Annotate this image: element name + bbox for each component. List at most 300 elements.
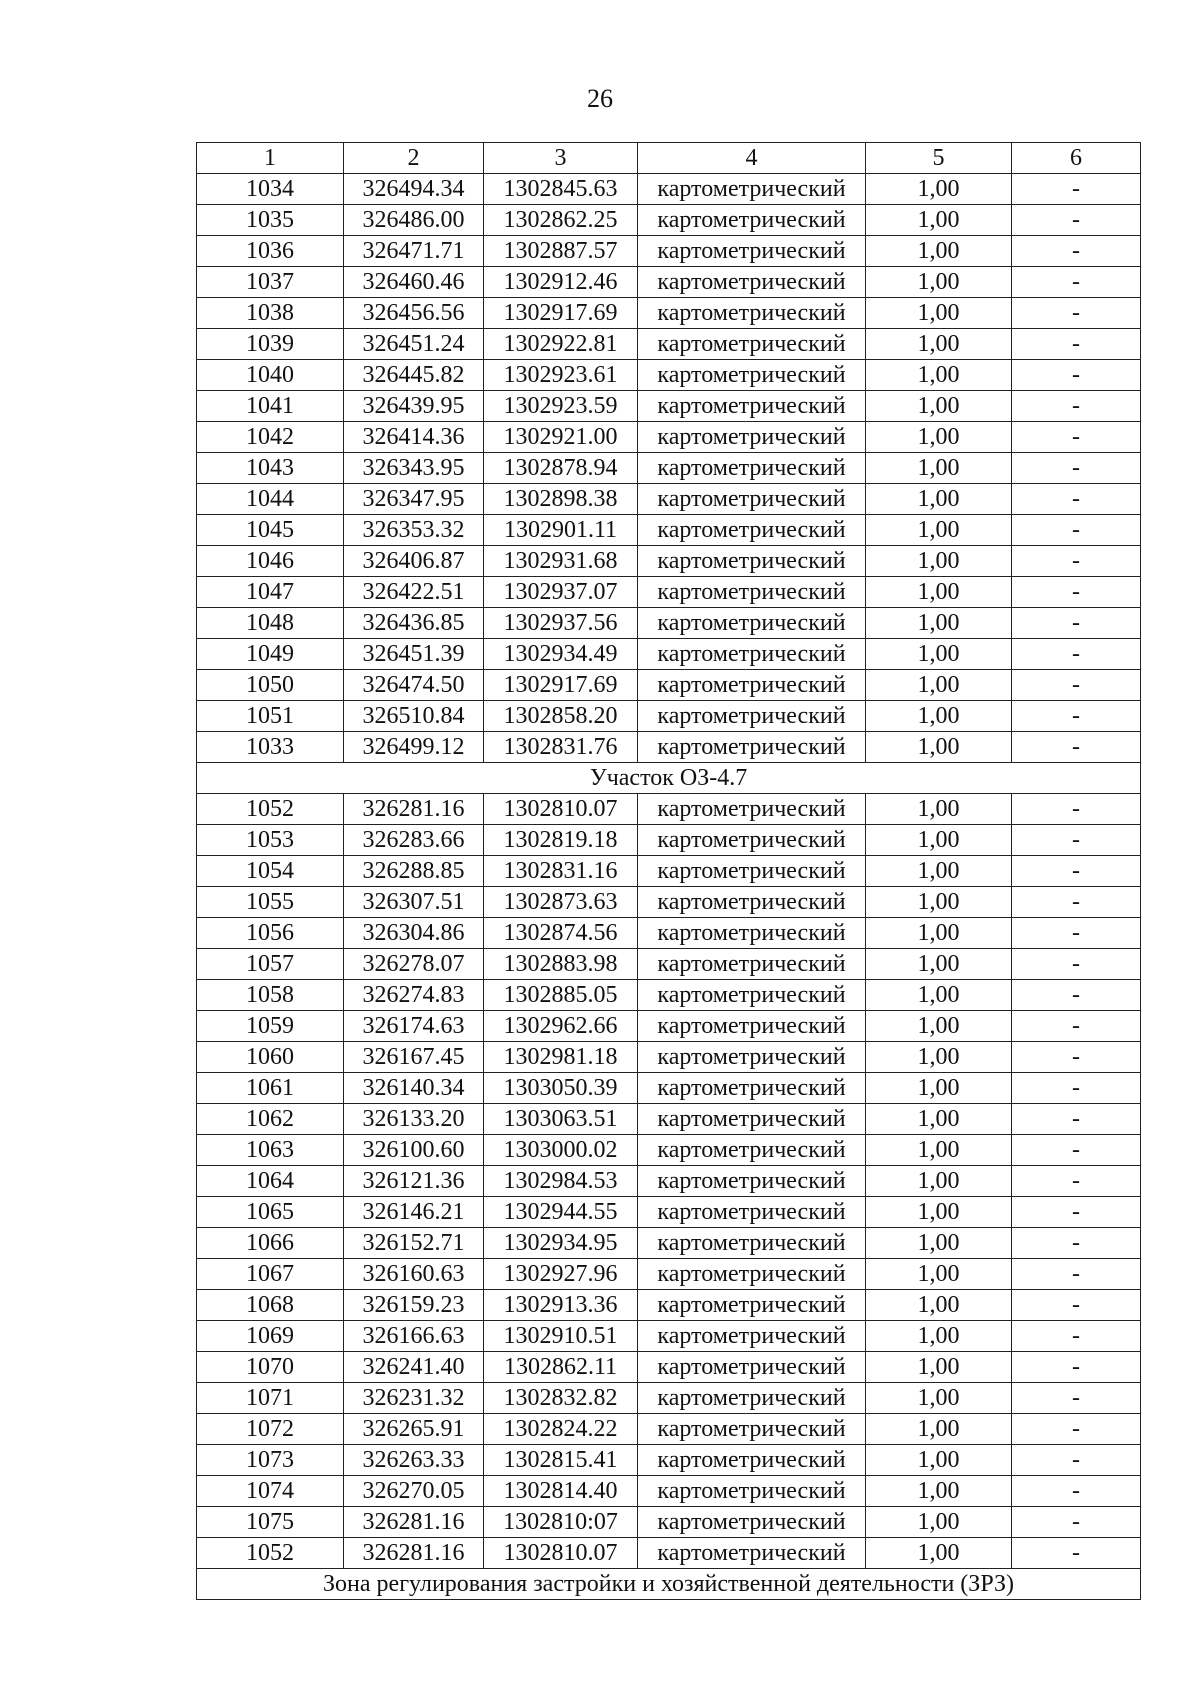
- accuracy-cell: 1,00: [866, 1383, 1012, 1414]
- x-coordinate-cell: 326160.63: [344, 1259, 484, 1290]
- x-coordinate-cell: 326133.20: [344, 1104, 484, 1135]
- page-number: 26: [587, 84, 613, 113]
- point-number-cell: 1063: [197, 1135, 344, 1166]
- accuracy-cell: 1,00: [866, 174, 1012, 205]
- point-number-cell: 1042: [197, 422, 344, 453]
- method-cell: картометрический: [638, 1507, 866, 1538]
- method-cell: картометрический: [638, 1538, 866, 1569]
- description-cell: -: [1012, 1538, 1141, 1569]
- description-cell: -: [1012, 980, 1141, 1011]
- y-coordinate-cell: 1302927.96: [484, 1259, 638, 1290]
- point-number-cell: 1041: [197, 391, 344, 422]
- point-number-cell: 1050: [197, 670, 344, 701]
- y-coordinate-cell: 1303063.51: [484, 1104, 638, 1135]
- point-number-cell: 1043: [197, 453, 344, 484]
- y-coordinate-cell: 1302917.69: [484, 670, 638, 701]
- description-cell: -: [1012, 298, 1141, 329]
- method-cell: картометрический: [638, 1228, 866, 1259]
- y-coordinate-cell: 1302862.25: [484, 205, 638, 236]
- accuracy-cell: 1,00: [866, 918, 1012, 949]
- accuracy-cell: 1,00: [866, 577, 1012, 608]
- y-coordinate-cell: 1302810.07: [484, 794, 638, 825]
- x-coordinate-cell: 326486.00: [344, 205, 484, 236]
- table-row: [197, 980, 1141, 1011]
- table-row: [197, 546, 1141, 577]
- x-coordinate-cell: 326100.60: [344, 1135, 484, 1166]
- method-cell: картометрический: [638, 298, 866, 329]
- y-coordinate-cell: 1302937.56: [484, 608, 638, 639]
- y-coordinate-cell: 1302962.66: [484, 1011, 638, 1042]
- table-row: [197, 267, 1141, 298]
- accuracy-cell: 1,00: [866, 546, 1012, 577]
- x-coordinate-cell: 326439.95: [344, 391, 484, 422]
- x-coordinate-cell: 326510.84: [344, 701, 484, 732]
- accuracy-cell: 1,00: [866, 267, 1012, 298]
- y-coordinate-cell: 1302984.53: [484, 1166, 638, 1197]
- accuracy-cell: 1,00: [866, 1197, 1012, 1228]
- description-cell: -: [1012, 856, 1141, 887]
- coordinates-table: [196, 142, 1141, 1600]
- point-number-cell: 1038: [197, 298, 344, 329]
- method-cell: картометрический: [638, 422, 866, 453]
- point-number-cell: 1055: [197, 887, 344, 918]
- method-cell: картометрический: [638, 515, 866, 546]
- table-row: [197, 1197, 1141, 1228]
- table-row: [197, 577, 1141, 608]
- point-number-cell: 1040: [197, 360, 344, 391]
- description-cell: -: [1012, 1228, 1141, 1259]
- y-coordinate-cell: 1302814.40: [484, 1476, 638, 1507]
- description-cell: -: [1012, 453, 1141, 484]
- x-coordinate-cell: 326121.36: [344, 1166, 484, 1197]
- method-cell: картометрический: [638, 1135, 866, 1166]
- method-cell: картометрический: [638, 453, 866, 484]
- y-coordinate-cell: 1302878.94: [484, 453, 638, 484]
- column-header-4: 4: [638, 143, 866, 174]
- description-cell: -: [1012, 701, 1141, 732]
- x-coordinate-cell: 326436.85: [344, 608, 484, 639]
- method-cell: картометрический: [638, 1321, 866, 1352]
- description-cell: -: [1012, 1507, 1141, 1538]
- method-cell: картометрический: [638, 856, 866, 887]
- accuracy-cell: 1,00: [866, 1104, 1012, 1135]
- column-header-5: 5: [866, 143, 1012, 174]
- method-cell: картометрический: [638, 174, 866, 205]
- method-cell: картометрический: [638, 1476, 866, 1507]
- accuracy-cell: 1,00: [866, 1507, 1012, 1538]
- method-cell: картометрический: [638, 949, 866, 980]
- table-row: [197, 825, 1141, 856]
- section-title: Участок ОЗ-4.7: [197, 763, 1141, 794]
- table-row: [197, 1476, 1141, 1507]
- table-row: [197, 1042, 1141, 1073]
- description-cell: -: [1012, 329, 1141, 360]
- section-title: Зона регулирования застройки и хозяйственной деятельности (ЗРЗ): [197, 1569, 1141, 1600]
- description-cell: -: [1012, 1321, 1141, 1352]
- accuracy-cell: 1,00: [866, 1352, 1012, 1383]
- table-row: [197, 1507, 1141, 1538]
- x-coordinate-cell: 326265.91: [344, 1414, 484, 1445]
- y-coordinate-cell: 1302944.55: [484, 1197, 638, 1228]
- point-number-cell: 1046: [197, 546, 344, 577]
- accuracy-cell: 1,00: [866, 949, 1012, 980]
- x-coordinate-cell: 326281.16: [344, 794, 484, 825]
- table-row: [197, 1290, 1141, 1321]
- point-number-cell: 1059: [197, 1011, 344, 1042]
- x-coordinate-cell: 326304.86: [344, 918, 484, 949]
- description-cell: -: [1012, 1290, 1141, 1321]
- description-cell: -: [1012, 360, 1141, 391]
- table-row: [197, 949, 1141, 980]
- y-coordinate-cell: 1302923.59: [484, 391, 638, 422]
- description-cell: -: [1012, 1166, 1141, 1197]
- accuracy-cell: 1,00: [866, 639, 1012, 670]
- method-cell: картометрический: [638, 391, 866, 422]
- x-coordinate-cell: 326231.32: [344, 1383, 484, 1414]
- point-number-cell: 1067: [197, 1259, 344, 1290]
- description-cell: -: [1012, 422, 1141, 453]
- accuracy-cell: 1,00: [866, 1259, 1012, 1290]
- table-row: [197, 205, 1141, 236]
- y-coordinate-cell: 1302873.63: [484, 887, 638, 918]
- method-cell: картометрический: [638, 701, 866, 732]
- y-coordinate-cell: 1302910.51: [484, 1321, 638, 1352]
- x-coordinate-cell: 326460.46: [344, 267, 484, 298]
- table-row: [197, 639, 1141, 670]
- accuracy-cell: 1,00: [866, 1290, 1012, 1321]
- point-number-cell: 1075: [197, 1507, 344, 1538]
- description-cell: -: [1012, 484, 1141, 515]
- x-coordinate-cell: 326451.39: [344, 639, 484, 670]
- y-coordinate-cell: 1302810.07: [484, 1538, 638, 1569]
- description-cell: -: [1012, 391, 1141, 422]
- table-row: [197, 1073, 1141, 1104]
- point-number-cell: 1045: [197, 515, 344, 546]
- description-cell: -: [1012, 1073, 1141, 1104]
- description-cell: -: [1012, 1352, 1141, 1383]
- point-number-cell: 1057: [197, 949, 344, 980]
- description-cell: -: [1012, 577, 1141, 608]
- description-cell: -: [1012, 918, 1141, 949]
- accuracy-cell: 1,00: [866, 856, 1012, 887]
- y-coordinate-cell: 1302885.05: [484, 980, 638, 1011]
- accuracy-cell: 1,00: [866, 236, 1012, 267]
- description-cell: -: [1012, 1104, 1141, 1135]
- x-coordinate-cell: 326474.50: [344, 670, 484, 701]
- table-row: [197, 453, 1141, 484]
- point-number-cell: 1033: [197, 732, 344, 763]
- y-coordinate-cell: 1302815.41: [484, 1445, 638, 1476]
- point-number-cell: 1068: [197, 1290, 344, 1321]
- table-row: [197, 1414, 1141, 1445]
- x-coordinate-cell: 326166.63: [344, 1321, 484, 1352]
- y-coordinate-cell: 1302917.69: [484, 298, 638, 329]
- point-number-cell: 1054: [197, 856, 344, 887]
- accuracy-cell: 1,00: [866, 1414, 1012, 1445]
- method-cell: картометрический: [638, 1352, 866, 1383]
- point-number-cell: 1036: [197, 236, 344, 267]
- point-number-cell: 1035: [197, 205, 344, 236]
- table-row: [197, 887, 1141, 918]
- description-cell: -: [1012, 732, 1141, 763]
- accuracy-cell: 1,00: [866, 1321, 1012, 1352]
- table-row: [197, 174, 1141, 205]
- y-coordinate-cell: 1302887.57: [484, 236, 638, 267]
- method-cell: картометрический: [638, 887, 866, 918]
- accuracy-cell: 1,00: [866, 422, 1012, 453]
- accuracy-cell: 1,00: [866, 1476, 1012, 1507]
- y-coordinate-cell: 1302921.00: [484, 422, 638, 453]
- section-title-row: [197, 763, 1141, 794]
- accuracy-cell: 1,00: [866, 329, 1012, 360]
- table-row: [197, 794, 1141, 825]
- point-number-cell: 1061: [197, 1073, 344, 1104]
- x-coordinate-cell: 326422.51: [344, 577, 484, 608]
- x-coordinate-cell: 326451.24: [344, 329, 484, 360]
- point-number-cell: 1065: [197, 1197, 344, 1228]
- accuracy-cell: 1,00: [866, 1011, 1012, 1042]
- description-cell: -: [1012, 949, 1141, 980]
- point-number-cell: 1047: [197, 577, 344, 608]
- description-cell: -: [1012, 887, 1141, 918]
- point-number-cell: 1051: [197, 701, 344, 732]
- x-coordinate-cell: 326263.33: [344, 1445, 484, 1476]
- method-cell: картометрический: [638, 980, 866, 1011]
- description-cell: -: [1012, 794, 1141, 825]
- table-row: [197, 1011, 1141, 1042]
- method-cell: картометрический: [638, 1290, 866, 1321]
- method-cell: картометрический: [638, 577, 866, 608]
- y-coordinate-cell: 1303050.39: [484, 1073, 638, 1104]
- y-coordinate-cell: 1302937.07: [484, 577, 638, 608]
- x-coordinate-cell: 326270.05: [344, 1476, 484, 1507]
- accuracy-cell: 1,00: [866, 1538, 1012, 1569]
- x-coordinate-cell: 326174.63: [344, 1011, 484, 1042]
- accuracy-cell: 1,00: [866, 1228, 1012, 1259]
- y-coordinate-cell: 1302898.38: [484, 484, 638, 515]
- accuracy-cell: 1,00: [866, 794, 1012, 825]
- description-cell: -: [1012, 1135, 1141, 1166]
- description-cell: -: [1012, 1445, 1141, 1476]
- description-cell: -: [1012, 1259, 1141, 1290]
- method-cell: картометрический: [638, 1445, 866, 1476]
- x-coordinate-cell: 326353.32: [344, 515, 484, 546]
- table-row: [197, 1321, 1141, 1352]
- y-coordinate-cell: 1302934.95: [484, 1228, 638, 1259]
- accuracy-cell: 1,00: [866, 825, 1012, 856]
- table-row: [197, 298, 1141, 329]
- point-number-cell: 1064: [197, 1166, 344, 1197]
- point-number-cell: 1073: [197, 1445, 344, 1476]
- table-row: [197, 1352, 1141, 1383]
- point-number-cell: 1070: [197, 1352, 344, 1383]
- accuracy-cell: 1,00: [866, 298, 1012, 329]
- method-cell: картометрический: [638, 608, 866, 639]
- method-cell: картометрический: [638, 918, 866, 949]
- table-row: [197, 732, 1141, 763]
- point-number-cell: 1060: [197, 1042, 344, 1073]
- table-row: [197, 422, 1141, 453]
- table-row: [197, 1383, 1141, 1414]
- x-coordinate-cell: 326146.21: [344, 1197, 484, 1228]
- accuracy-cell: 1,00: [866, 484, 1012, 515]
- method-cell: картометрический: [638, 484, 866, 515]
- x-coordinate-cell: 326445.82: [344, 360, 484, 391]
- method-cell: картометрический: [638, 236, 866, 267]
- method-cell: картометрический: [638, 1414, 866, 1445]
- x-coordinate-cell: 326274.83: [344, 980, 484, 1011]
- y-coordinate-cell: 1302923.61: [484, 360, 638, 391]
- point-number-cell: 1062: [197, 1104, 344, 1135]
- y-coordinate-cell: 1302832.82: [484, 1383, 638, 1414]
- accuracy-cell: 1,00: [866, 1135, 1012, 1166]
- accuracy-cell: 1,00: [866, 1445, 1012, 1476]
- accuracy-cell: 1,00: [866, 515, 1012, 546]
- accuracy-cell: 1,00: [866, 887, 1012, 918]
- method-cell: картометрический: [638, 546, 866, 577]
- x-coordinate-cell: 326288.85: [344, 856, 484, 887]
- table-row: [197, 1104, 1141, 1135]
- table-row: [197, 1135, 1141, 1166]
- point-number-cell: 1052: [197, 1538, 344, 1569]
- table-row: [197, 484, 1141, 515]
- y-coordinate-cell: 1302981.18: [484, 1042, 638, 1073]
- accuracy-cell: 1,00: [866, 670, 1012, 701]
- x-coordinate-cell: 326278.07: [344, 949, 484, 980]
- method-cell: картометрический: [638, 267, 866, 298]
- y-coordinate-cell: 1302883.98: [484, 949, 638, 980]
- table-row: [197, 515, 1141, 546]
- table-row: [197, 856, 1141, 887]
- description-cell: -: [1012, 1042, 1141, 1073]
- description-cell: -: [1012, 1476, 1141, 1507]
- method-cell: картометрический: [638, 1042, 866, 1073]
- y-coordinate-cell: 1303000.02: [484, 1135, 638, 1166]
- y-coordinate-cell: 1302831.76: [484, 732, 638, 763]
- method-cell: картометрический: [638, 670, 866, 701]
- description-cell: -: [1012, 1383, 1141, 1414]
- x-coordinate-cell: 326414.36: [344, 422, 484, 453]
- table-row: [197, 670, 1141, 701]
- point-number-cell: 1066: [197, 1228, 344, 1259]
- x-coordinate-cell: 326471.71: [344, 236, 484, 267]
- accuracy-cell: 1,00: [866, 1073, 1012, 1104]
- y-coordinate-cell: 1302819.18: [484, 825, 638, 856]
- description-cell: -: [1012, 639, 1141, 670]
- description-cell: -: [1012, 236, 1141, 267]
- point-number-cell: 1056: [197, 918, 344, 949]
- description-cell: -: [1012, 1197, 1141, 1228]
- method-cell: картометрический: [638, 1166, 866, 1197]
- table-row: [197, 1166, 1141, 1197]
- table-row: [197, 701, 1141, 732]
- method-cell: картометрический: [638, 1011, 866, 1042]
- description-cell: -: [1012, 205, 1141, 236]
- method-cell: картометрический: [638, 1197, 866, 1228]
- x-coordinate-cell: 326152.71: [344, 1228, 484, 1259]
- y-coordinate-cell: 1302913.36: [484, 1290, 638, 1321]
- accuracy-cell: 1,00: [866, 453, 1012, 484]
- y-coordinate-cell: 1302874.56: [484, 918, 638, 949]
- column-header-3: 3: [484, 143, 638, 174]
- x-coordinate-cell: 326159.23: [344, 1290, 484, 1321]
- table-row: [197, 236, 1141, 267]
- y-coordinate-cell: 1302934.49: [484, 639, 638, 670]
- x-coordinate-cell: 326281.16: [344, 1538, 484, 1569]
- table-row: [197, 918, 1141, 949]
- x-coordinate-cell: 326167.45: [344, 1042, 484, 1073]
- description-cell: -: [1012, 515, 1141, 546]
- accuracy-cell: 1,00: [866, 1166, 1012, 1197]
- y-coordinate-cell: 1302831.16: [484, 856, 638, 887]
- section-title-row: [197, 1569, 1141, 1600]
- point-number-cell: 1044: [197, 484, 344, 515]
- x-coordinate-cell: 326343.95: [344, 453, 484, 484]
- method-cell: картометрический: [638, 1383, 866, 1414]
- column-header-2: 2: [344, 143, 484, 174]
- x-coordinate-cell: 326241.40: [344, 1352, 484, 1383]
- point-number-cell: 1058: [197, 980, 344, 1011]
- description-cell: -: [1012, 670, 1141, 701]
- accuracy-cell: 1,00: [866, 1042, 1012, 1073]
- table-row: [197, 329, 1141, 360]
- y-coordinate-cell: 1302824.22: [484, 1414, 638, 1445]
- x-coordinate-cell: 326281.16: [344, 1507, 484, 1538]
- x-coordinate-cell: 326307.51: [344, 887, 484, 918]
- point-number-cell: 1074: [197, 1476, 344, 1507]
- table-row: [197, 1259, 1141, 1290]
- description-cell: -: [1012, 1011, 1141, 1042]
- method-cell: картометрический: [638, 360, 866, 391]
- y-coordinate-cell: 1302858.20: [484, 701, 638, 732]
- column-header-6: 6: [1012, 143, 1141, 174]
- point-number-cell: 1037: [197, 267, 344, 298]
- description-cell: -: [1012, 825, 1141, 856]
- table-row: [197, 360, 1141, 391]
- point-number-cell: 1034: [197, 174, 344, 205]
- table-row: [197, 1538, 1141, 1569]
- accuracy-cell: 1,00: [866, 732, 1012, 763]
- point-number-cell: 1039: [197, 329, 344, 360]
- accuracy-cell: 1,00: [866, 608, 1012, 639]
- accuracy-cell: 1,00: [866, 360, 1012, 391]
- coordinates-table-body: [197, 143, 1141, 1600]
- x-coordinate-cell: 326283.66: [344, 825, 484, 856]
- y-coordinate-cell: 1302922.81: [484, 329, 638, 360]
- table-row: [197, 1228, 1141, 1259]
- method-cell: картометрический: [638, 825, 866, 856]
- table-row: [197, 1445, 1141, 1476]
- point-number-cell: 1052: [197, 794, 344, 825]
- method-cell: картометрический: [638, 1073, 866, 1104]
- x-coordinate-cell: 326456.56: [344, 298, 484, 329]
- point-number-cell: 1072: [197, 1414, 344, 1445]
- y-coordinate-cell: 1302862.11: [484, 1352, 638, 1383]
- point-number-cell: 1053: [197, 825, 344, 856]
- method-cell: картометрический: [638, 1104, 866, 1135]
- table-row: [197, 608, 1141, 639]
- point-number-cell: 1049: [197, 639, 344, 670]
- y-coordinate-cell: 1302810:07: [484, 1507, 638, 1538]
- accuracy-cell: 1,00: [866, 701, 1012, 732]
- description-cell: -: [1012, 546, 1141, 577]
- accuracy-cell: 1,00: [866, 391, 1012, 422]
- point-number-cell: 1048: [197, 608, 344, 639]
- point-number-cell: 1071: [197, 1383, 344, 1414]
- method-cell: картометрический: [638, 639, 866, 670]
- x-coordinate-cell: 326140.34: [344, 1073, 484, 1104]
- description-cell: -: [1012, 267, 1141, 298]
